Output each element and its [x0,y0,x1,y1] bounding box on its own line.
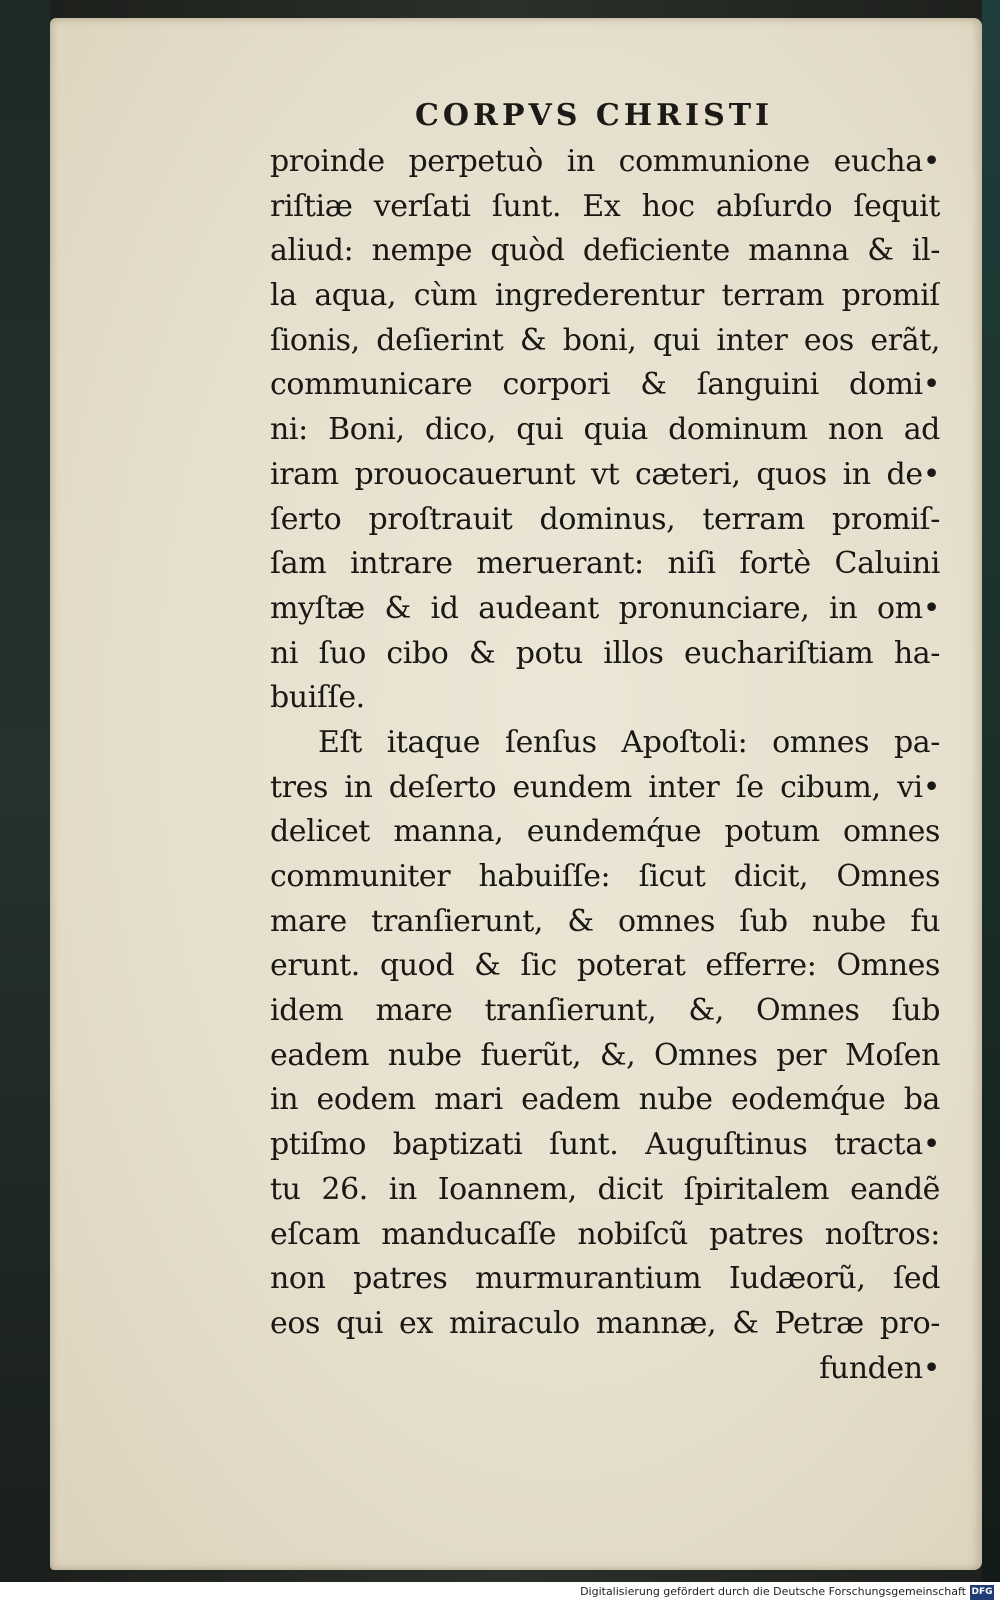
text-line: ſionis, deſierint & boni, qui inter eos erãt, [270,322,940,358]
text-line: eos qui ex miraculo mannæ, & Petræ pro- [270,1305,940,1341]
text-line: ni: Boni, dico, qui quia dominum non ad [270,412,940,448]
text-line: idem mare tranſierunt, &, Omnes ſub [270,993,940,1029]
text-line: la aqua, cùm ingrederentur terram promiſ [270,278,940,314]
body-text [270,140,940,1391]
paragraph-end-line: buiſſe. [270,680,365,716]
text-line: non patres murmurantium Iudæorũ, ſed [270,1261,940,1297]
text-line: tres in deſerto eundem inter ſe cibum, vi• [270,769,940,805]
text-line: ſerto proſtrauit dominus, terram promiſ- [270,501,940,537]
catchword: funden• [819,1350,940,1386]
text-line: riſtiæ verſati ſunt. Ex hoc abſurdo ſequit [270,188,940,224]
text-line: in eodem mari eadem nube eodemq́ue ba [270,1082,940,1118]
funding-notice: Digitalisierung gefördert durch die Deutsche Forschungsgemeinschaft [580,1585,966,1598]
paragraph-start-line: Eſt itaque ſenſus Apoſtoli: omnes pa- [318,724,940,760]
text-line: ſam intrare meruerant: niſi fortè Caluini [270,546,940,582]
footer-bar [0,1582,1000,1604]
text-line: delicet manna, eundemq́ue potum omnes [270,814,940,850]
text-line: ptiſmo baptizati ſunt. Auguſtinus tracta• [270,1127,940,1163]
text-line: aliud: nempe quòd deficiente manna & il- [270,233,940,269]
text-line: mare tranſierunt, & omnes ſub nube fu [270,903,940,939]
dfg-logo: DFG [970,1585,994,1600]
text-line: erunt. quod & ſic poterat efferre: Omnes [270,948,940,984]
text-line: proinde perpetuò in communione eucha• [270,144,940,179]
text-line: myſtæ & id audeant pronunciare, in om• [270,590,940,626]
text-line: tu 26. in Ioannem, dicit ſpiritalem eandẽ [270,1171,940,1207]
text-line: eſcam manducaſſe nobiſcũ patres noſtros: [270,1216,940,1252]
text-line: ni ſuo cibo & potu illos euchariſtiam ha- [270,635,940,671]
text-line: iram prouocauerunt vt cæteri, quos in de• [270,456,940,492]
book-cover-edge-left [0,0,50,1582]
text-line: communiter habuiſſe: ſicut dicit, Omnes [270,859,940,894]
text-line: eadem nube fuerũt, &, Omnes per Moſen [270,1037,940,1073]
running-head: CORPVS CHRISTI [415,98,774,133]
book-cover-edge-right [982,0,1000,1582]
text-line: communicare corpori & ſanguini domi• [270,367,940,403]
